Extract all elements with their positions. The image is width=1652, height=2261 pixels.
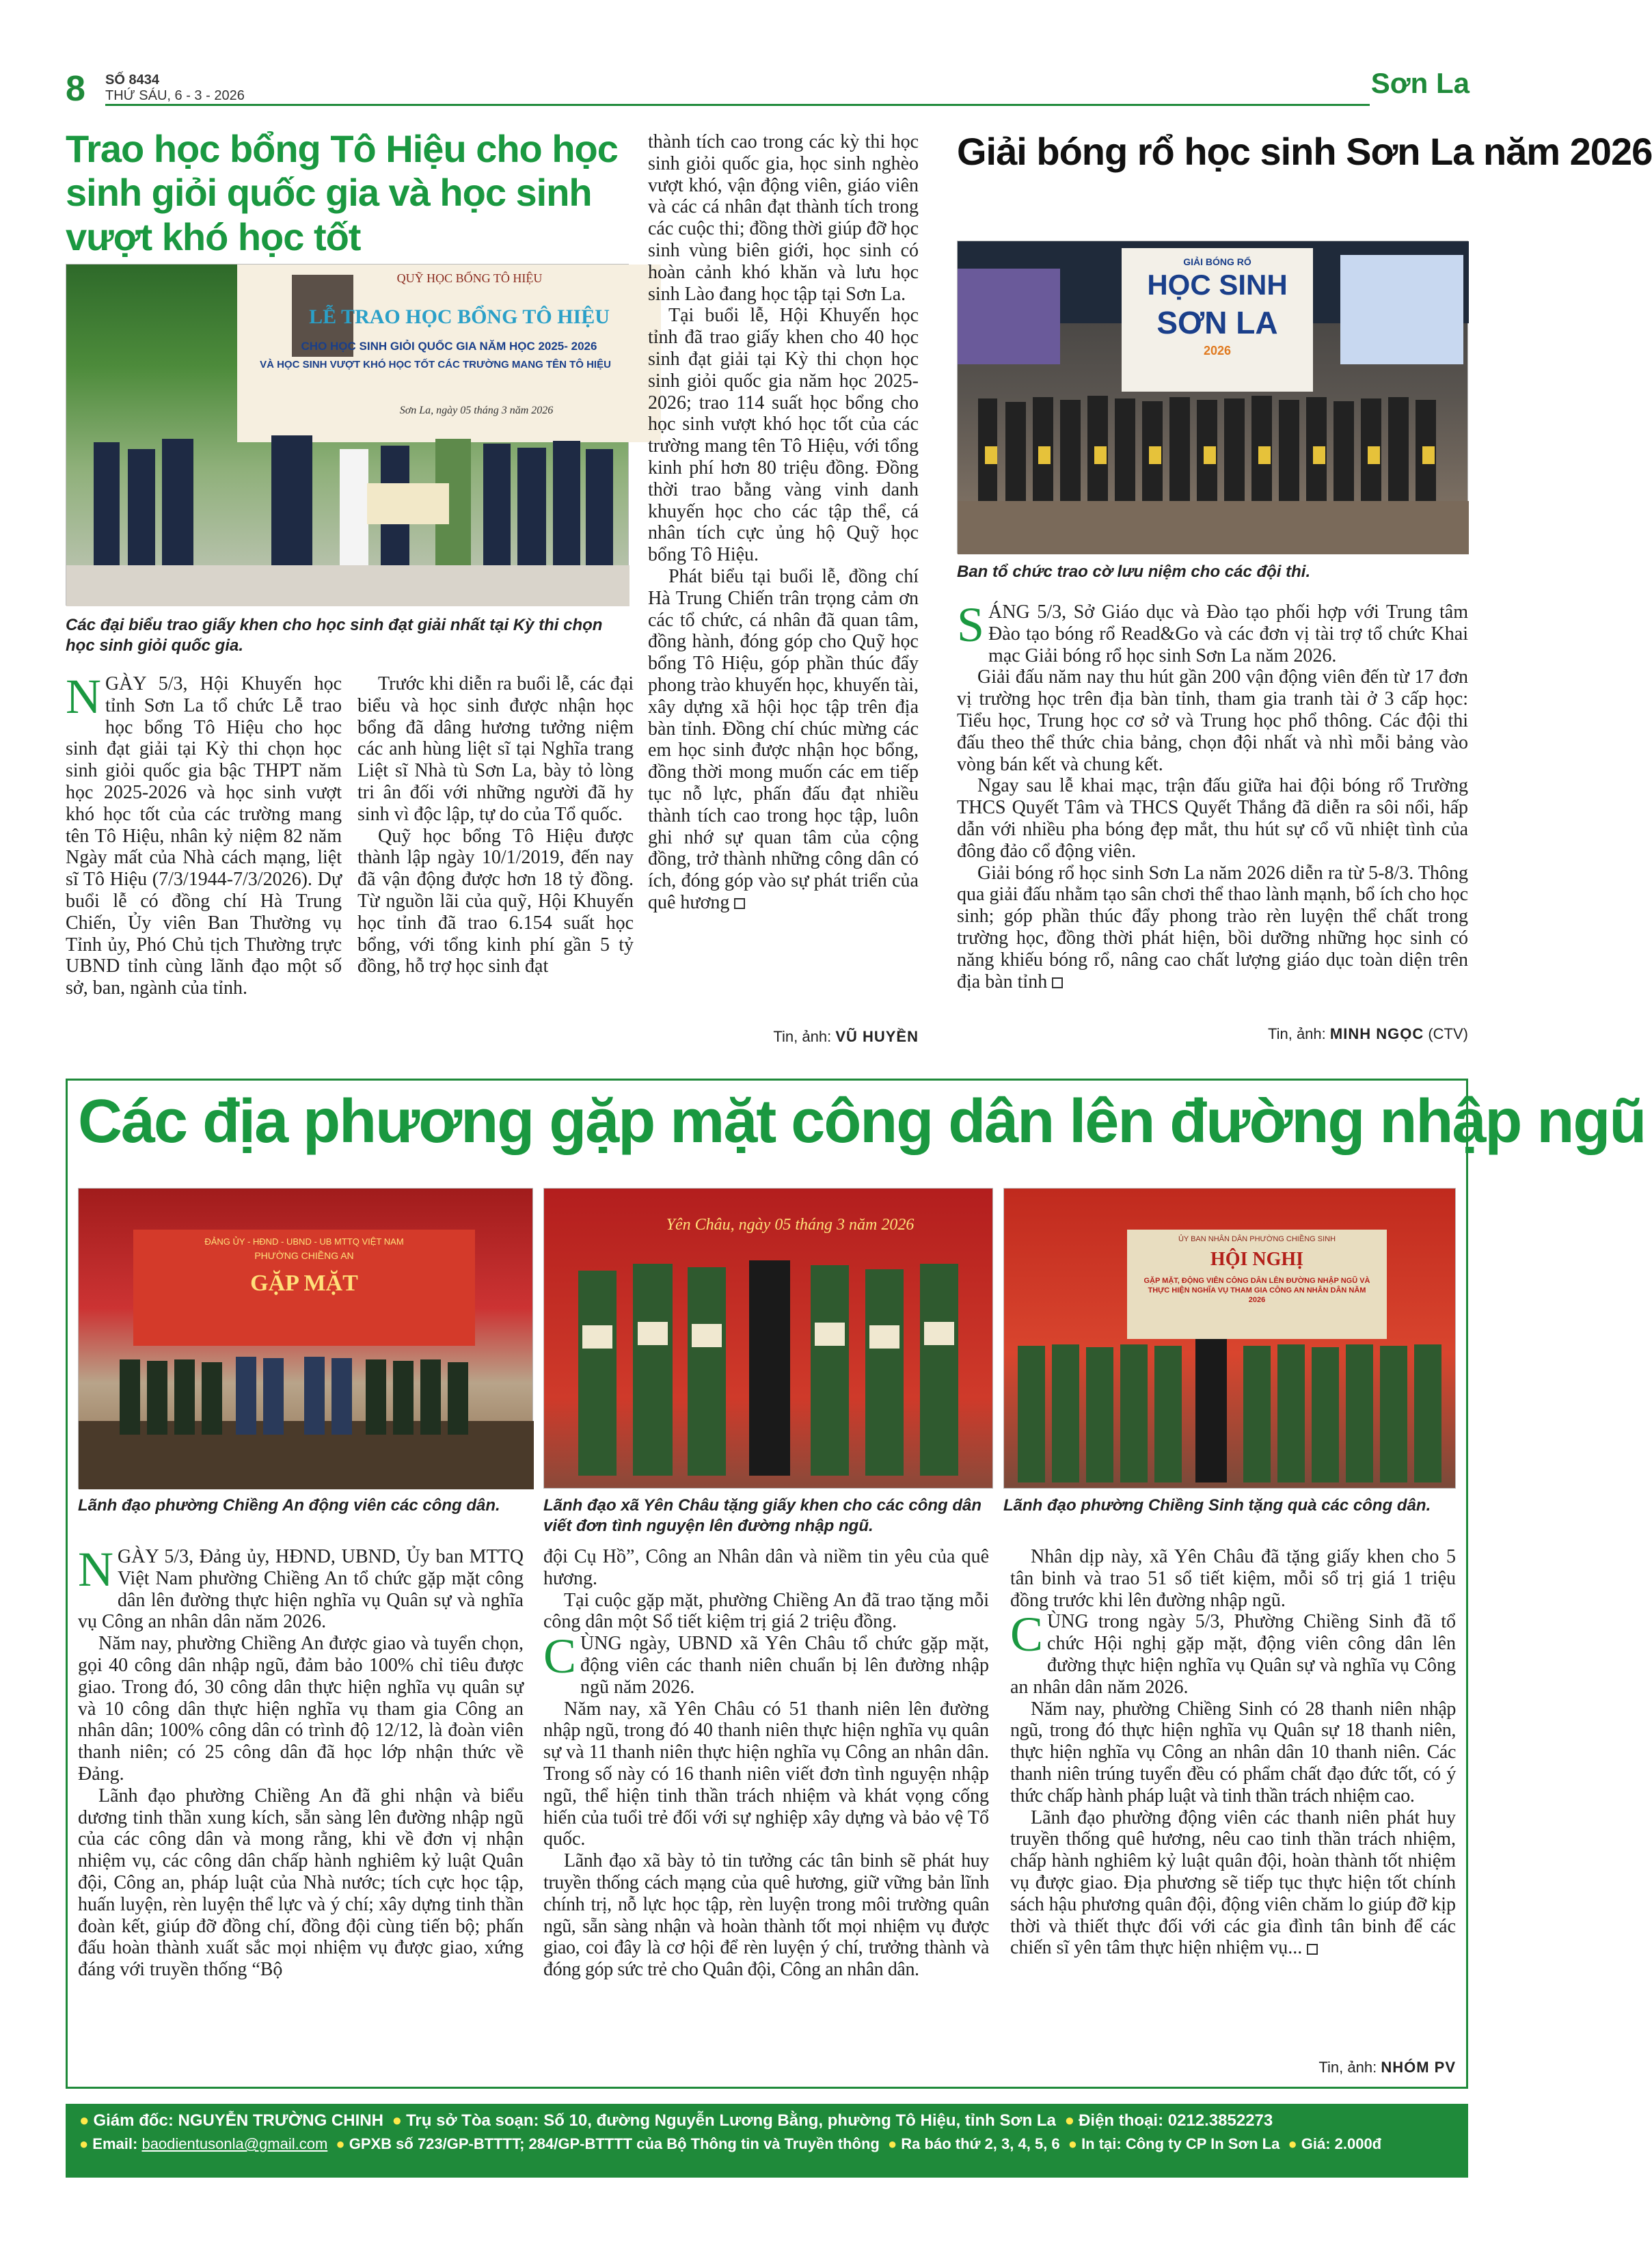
article-1-col-2 xyxy=(357,673,634,977)
photo-banner-line1: Yên Châu, ngày 05 tháng 3 năm 2026 xyxy=(666,1216,915,1234)
footer-row-1 xyxy=(75,2109,1459,2133)
paragraph: Tại buổi lễ, Hội Khuyến học tỉnh đã trao giấy khen cho 40 học sinh đạt giải tại Kỳ thi chọn học sinh giỏi quốc gia năm học 2025-2026; trao 114 suất học bổng cho học sinh vượt khó học tốt của các trường mang tên Tô Hiệu, với tổng kinh phí hơn 80 triệu đồng. Đồng thời trao bằng vàng vinh danh khuyến học cho các tập thể, cá nhân tích cực ủng hộ Quỹ học bổng Tô Hiệu. xyxy=(648,305,919,566)
footer-phone-label: Điện thoại: xyxy=(1079,2111,1164,2130)
article-3-caption-2: Lãnh đạo xã Yên Châu tặng giấy khen cho các công dân viết đơn tình nguyện lên đường nhập ngũ. xyxy=(543,1496,982,1535)
footer-office: Số 10, đường Nguyễn Lương Bằng, phường Tô Hiệu, tỉnh Sơn La xyxy=(543,2111,1056,2130)
photo-banner-main: HỘI NGHỊ xyxy=(1210,1249,1304,1270)
paragraph xyxy=(957,863,1468,993)
paragraph: Giải đấu năm nay thu hút gần 200 vận động viên đến từ 17 đơn vị trường học trên địa bàn tỉnh, tham gia tranh tài ở 3 cấp học: Tiểu học, Trung học cơ sở và Trung học phổ thông. Các đội thi đấu theo thể thức chia bảng, chọn đội nhất và nhì mỗi bảng vào vòng bán kết và chung kết. xyxy=(957,666,1468,775)
photo-banner-line2: PHƯỜNG CHIỀNG AN xyxy=(254,1250,354,1261)
paragraph: Năm nay, phường Chiềng An được giao và tuyển chọn, gọi 40 công dân nhập ngũ, đảm bảo 100% chỉ tiêu được giao. Trong đó, 30 công dân thực hiện nghĩa vụ quân sự và 10 công dân thực hiện nghĩa vụ tham gia Công an nhân dân; 100% công dân có trình độ 12/12, là đoàn viên thanh niên; có 25 công dân đã học lớp nhận thức về Đảng. xyxy=(78,1633,524,1785)
article-2-credit xyxy=(957,1025,1468,1043)
header-rule xyxy=(105,104,1370,106)
paragraph: Năm nay, phường Chiềng Sinh có 28 thanh niên nhập ngũ, trong đó thực hiện nghĩa vụ Quân sự 18 thanh niên, thực hiện nghĩa vụ Công an nhân dân 10 thanh niên. Các thanh niên trúng tuyển đều có phẩm chất đạo đức tốt, có ý thức chấp hành pháp luật và tinh thần trách nhiệm cao. xyxy=(1010,1698,1456,1806)
article-1-photo xyxy=(66,264,629,606)
meeting-scene xyxy=(79,1189,534,1489)
photo-banner-line2: HỌC SINH xyxy=(1147,269,1288,301)
paragraph: Ngay sau lễ khai mạc, trận đấu giữa hai đội bóng rổ Trường THCS Quyết Tâm và THCS Quyết Thắng đã diễn ra sôi nổi, hấp dẫn với nhiều pha bóng đẹp mắt, thu hút sự cổ vũ nhiệt tình của đông đảo cổ động viên. xyxy=(957,775,1468,862)
article-3-photo-3 xyxy=(1003,1188,1456,1489)
bullet-icon: ● xyxy=(336,2135,345,2152)
article-3-col-1 xyxy=(78,1542,524,1981)
footer-license: GPXB số 723/GP-BTTTT; 284/GP-BTTTT của Bộ Thông tin và Truyền thông xyxy=(349,2135,880,2152)
paragraph-text: Lãnh đạo phường động viên các thanh niên phát huy truyền thống quê hương, nêu cao tinh thần trách nhiệm, chấp hành nghiêm kỷ luật quân đội, hoàn thành tốt nhiệm vụ được giao. Địa phương sẽ tiếp tục thực hiện tốt chính sách hậu phương quân đội, động viên chăm lo giúp đỡ kịp thời và thiết thực đối với các gia đình tân binh để các chiến sĩ yên tâm thực hiện nhiệm vụ... xyxy=(1010,1806,1456,1959)
footer xyxy=(66,2104,1468,2178)
article-3-credit xyxy=(1010,2059,1456,2076)
paragraph-text: Giải bóng rổ học sinh Sơn La năm 2026 diễn ra từ 5-8/3. Thông qua giải đấu nhằm tạo sân chơi thể thao lành mạnh, bổ ích cho học sinh; góp phần thúc đẩy phong trào rèn luyện thể chất trong trường học, đồng thời phát hiện, bồi dưỡng những học sinh có năng khiếu bóng rổ, nâng cao chất lượng giáo dục toàn diện trên địa bàn tỉnh xyxy=(957,862,1468,992)
footer-phone: 0212.3852273 xyxy=(1167,2111,1273,2130)
paragraph: ÙNG trong ngày 5/3, Phường Chiềng Sinh đã tổ chức Hội nghị gặp mặt, động viên công dân lên đường thực hiện nghĩa vụ Quân sự và nghĩa vụ Công an nhân dân năm 2026. xyxy=(1010,1611,1456,1698)
bullet-icon: ● xyxy=(888,2135,897,2152)
article-1-col-1 xyxy=(66,669,342,999)
paragraph: thành tích cao trong các kỳ thi học sinh giỏi quốc gia, học sinh nghèo vượt khó, vận động viên, giáo viên và các cá nhân đạt thành tích trong các cuộc thi; đồng thời giúp đỡ học sinh vùng biên giới, học sinh có hoàn cảnh khó khăn và lưu học sinh Lào đang học tập tại Sơn La. xyxy=(648,131,919,305)
photo-banner-main: GẶP MẶT xyxy=(250,1271,358,1296)
photo-banner-line1: ĐẢNG ỦY - HĐND - UBND - UB MTTQ VIỆT NAM xyxy=(204,1236,404,1247)
bullet-icon: ● xyxy=(392,2111,403,2130)
issue-number: SỐ 8434 xyxy=(105,72,159,87)
photo-banner-date: Sơn La, ngày 05 tháng 3 năm 2026 xyxy=(399,405,554,416)
article-3-col-2 xyxy=(543,1546,989,1981)
credit-label: Tin, ảnh: xyxy=(1318,2059,1377,2076)
photo-banner-sub1: CHO HỌC SINH GIỎI QUỐC GIA NĂM HỌC 2025- 2026 xyxy=(301,340,597,353)
footer-email-link[interactable]: baodientusonla@gmail.com xyxy=(141,2135,328,2152)
paragraph: GÀY 5/3, Đảng ủy, HĐND, UBND, Ủy ban MTTQ Việt Nam phường Chiềng An tổ chức gặp mặt công dân lên đường thực hiện nghĩa vụ Quân sự và nghĩa vụ Công an nhân dân năm 2026. xyxy=(78,1546,524,1633)
section-name: Sơn La xyxy=(1370,67,1470,99)
article-1-credit xyxy=(648,1028,919,1046)
issue-date: THỨ SÁU, 6 - 3 - 2026 xyxy=(105,88,245,103)
article-2-caption: Ban tổ chức trao cờ lưu niệm cho các đội thi. xyxy=(957,563,1311,581)
article-3-col-3 xyxy=(1010,1546,1456,1959)
photo-banner-main: LỄ TRAO HỌC BỔNG TÔ HIỆU xyxy=(309,306,610,328)
paragraph-text: Phát biểu tại buổi lễ, đồng chí Hà Trung Chiến trân trọng cảm ơn các tổ chức, cá nhân đã quan tâm, đồng hành, đóng góp cho Quỹ học bổng Tô Hiệu, góp phần thúc đẩy phong trào khuyến học, khuyến tài, xây dựng xã hội học tập trên địa bàn tỉnh. Đồng chí chúc mừng các em học sinh được nhận học bổng, đồng thời mong muốn các em tiếp tục nỗ lực, phấn đấu đạt nhiều thành tích cao trong học tập, luôn ghi nhớ sự quan tâm của cộng đồng, trở thành những công dân có ích, đóng góp vào sự phát triển của quê hương xyxy=(648,565,919,913)
end-mark-icon xyxy=(1307,1944,1318,1955)
drop-cap: N xyxy=(78,1542,113,1597)
paragraph xyxy=(1010,1807,1456,1960)
footer-email-label: Email: xyxy=(92,2135,138,2152)
article-2-title: Giải bóng rổ học sinh Sơn La năm 2026 xyxy=(957,130,1652,173)
article-3-caption-3: Lãnh đạo phường Chiềng Sinh tặng quà các công dân. xyxy=(1003,1496,1431,1515)
photo-banner-line3: SƠN LA xyxy=(1156,305,1278,340)
credit-name: VŨ HUYỀN xyxy=(835,1028,919,1045)
end-mark-icon xyxy=(1052,977,1063,988)
photo-banner-line1: ỦY BAN NHÂN DÂN PHƯỜNG CHIỀNG SINH xyxy=(1178,1235,1336,1243)
paragraph xyxy=(648,566,919,914)
credit-label: Tin, ảnh: xyxy=(773,1028,832,1045)
credit-label: Tin, ảnh: xyxy=(1267,1025,1326,1042)
footer-price: Giá: 2.000đ xyxy=(1301,2135,1382,2152)
paragraph: Lãnh đạo xã bày tỏ tin tưởng các tân binh sẽ phát huy truyền thống cách mạng của quê hương, giữ vững bản lĩnh chính trị, nỗ lực học tập, rèn luyện trong môi trường quân ngũ, sẵn sàng nhận và hoàn thành tốt mọi nhiệm vụ được giao, coi đây là cơ hội để rèn luyện ý chí, trưởng thành và đóng góp sức trẻ cho Quân đội, Công an nhân dân. xyxy=(543,1850,989,1981)
drop-cap: C xyxy=(1010,1607,1044,1662)
article-3-title: Các địa phương gặp mặt công dân lên đường nhập ngũ xyxy=(78,1087,1646,1156)
article-3-caption-1: Lãnh đạo phường Chiềng An động viên các công dân. xyxy=(78,1496,500,1515)
end-mark-icon xyxy=(734,898,745,909)
photo-banner-sub: GẶP MẶT, ĐỘNG VIÊN CÔNG DÂN LÊN ĐƯỜNG NHẬP NGŨ VÀ THỰC HIỆN NGHĨA VỤ THAM GIA CÔNG AN NHÂN DÂN NĂM 2026 xyxy=(1143,1277,1370,1304)
photo-banner-line1: GIẢI BÓNG RỔ xyxy=(1183,256,1251,267)
article-1-title: Trao học bổng Tô Hiệu cho học sinh giỏi quốc gia và học sinh vượt khó học tốt xyxy=(66,127,618,258)
drop-cap: N xyxy=(66,669,101,724)
article-2-body xyxy=(957,597,1468,992)
article-3-photo-2 xyxy=(543,1188,993,1489)
drop-cap: S xyxy=(957,597,985,652)
credit-name: MINH NGỌC xyxy=(1329,1025,1424,1042)
bullet-icon: ● xyxy=(79,2135,89,2152)
paragraph: Trước khi diễn ra buổi lễ, các đại biểu và học sinh được nhận học bổng đã dâng hương tưởng niệm các anh hùng liệt sĩ tại Nghĩa trang Liệt sĩ Nhà tù Sơn La, bày tỏ lòng tri ân đối với những người đã hy sinh vì độc lập, tự do của Tổ quốc. xyxy=(357,673,634,825)
article-1-col-3 xyxy=(648,131,919,914)
article-3-photo-1 xyxy=(78,1188,533,1489)
paragraph: Nhân dịp này, xã Yên Châu đã tặng giấy khen cho 5 tân binh và trao 51 sổ tiết kiệm, mỗi sổ trị giá 1 triệu đồng trước khi lên đường nhập ngũ. xyxy=(1010,1546,1456,1611)
paragraph: ÙNG ngày, UBND xã Yên Châu tổ chức gặp mặt, động viên các thanh niên chuẩn bị lên đường nhập ngũ năm 2026. xyxy=(580,1633,989,1698)
footer-row-2 xyxy=(75,2133,1459,2156)
photo-banner-sub2: VÀ HỌC SINH VƯỢT KHÓ HỌC TỐT CÁC TRƯỜNG MANG TÊN TÔ HIỆU xyxy=(260,359,611,370)
article-2-photo xyxy=(957,241,1468,554)
credit-name: NHÓM PV xyxy=(1381,2059,1456,2076)
paragraph: Tại cuộc gặp mặt, phường Chiềng An đã trao tặng mỗi công dân một Sổ tiết kiệm trị giá 2 triệu đồng. xyxy=(543,1589,989,1633)
gift-scene xyxy=(1004,1189,1457,1489)
photo-banner-top: QUỸ HỌC BỔNG TÔ HIỆU xyxy=(396,271,543,285)
bullet-icon: ● xyxy=(1068,2135,1078,2152)
footer-director: NGUYỄN TRƯỜNG CHINH xyxy=(178,2111,383,2130)
paragraph: Quỹ học bổng Tô Hiệu được thành lập ngày 10/1/2019, đến nay đã vận động được hơn 18 tỷ đồng. Từ nguồn lãi của quỹ, Hội Khuyến học tỉnh đã trao 6.154 suất học bổng, với tổng kinh phí gần 5 tỷ đồng, hỗ trợ học sinh đạt xyxy=(357,825,634,977)
drop-cap: C xyxy=(543,1629,577,1684)
paragraph: ÁNG 5/3, Sở Giáo dục và Đào tạo phối hợp với Trung tâm Đào tạo bóng rổ Read&Go và các đơn vị tài trợ tổ chức Khai mạc Giải bóng rổ học sinh Sơn La năm 2026. xyxy=(988,601,1468,666)
footer-printer: In tại: Công ty CP In Sơn La xyxy=(1081,2135,1280,2152)
photo-banner-year: 2026 xyxy=(1203,344,1232,357)
paragraph: GÀY 5/3, Hội Khuyến học tỉnh Sơn La tổ chức Lễ trao học bổng Tô Hiệu cho học sinh đạt giải tại Kỳ thi chọn học sinh giỏi quốc gia bậc THPT năm học 2025-2026 và học sinh vượt khó học tốt của các trường mang tên Tô Hiệu, nhân kỷ niệm 82 năm Ngày mất của Nhà cách mạng, liệt sĩ Tô Hiệu (7/3/1944-7/3/2026). Dự buổi lễ có đồng chí Hà Trung Chiến, Ủy viên Ban Thường vụ Tỉnh ủy, Phó Chủ tịch Thường trực UBND tỉnh cùng lãnh đạo một số sở, ban, ngành của tỉnh. xyxy=(66,673,342,999)
page-number: 8 xyxy=(66,69,85,109)
bullet-icon: ● xyxy=(1288,2135,1297,2152)
bullet-icon: ● xyxy=(79,2111,90,2130)
credit-suffix: (CTV) xyxy=(1428,1025,1468,1042)
footer-office-label: Trụ sở Tòa soạn: xyxy=(406,2111,539,2130)
article-1-caption: Các đại biểu trao giấy khen cho học sinh đạt giải nhất tại Kỳ thi chọn học sinh giỏi quốc gia. xyxy=(66,616,603,655)
paragraph: Năm nay, xã Yên Châu có 51 thanh niên lên đường nhập ngũ, trong đó 40 thanh niên thực hiện nghĩa vụ quân sự và 11 thanh niên thực hiện nghĩa vụ Công an nhân dân. Trong số này có 16 thanh niên viết đơn tình nguyện nhập ngũ, thể hiện tinh thần trách nhiệm và khát vọng cống hiến của tuổi trẻ đối với sự nghiệp xây dựng và bảo vệ Tổ quốc. xyxy=(543,1698,989,1850)
footer-director-label: Giám đốc: xyxy=(93,2111,174,2130)
footer-schedule: Ra báo thứ 2, 3, 4, 5, 6 xyxy=(901,2135,1060,2152)
bullet-icon: ● xyxy=(1064,2111,1075,2130)
paragraph: Lãnh đạo phường Chiềng An đã ghi nhận và biểu dương tinh thần xung kích, sẵn sàng lên đường nhập ngũ của các công dân và mong rằng, khi về đơn vị nhận nhiệm vụ, các công dân chấp hành nghiêm kỷ luật Quân đội, Công an, pháp luật của Nhà nước; tích cực học tập, huấn luyện, rèn luyện thể lực và ý chí; xây dựng tinh thần đoàn kết, giúp đỡ đồng chí, đồng đội cùng tiến bộ; phấn đấu hoàn thành xuất sắc mọi nhiệm vụ được giao, xứng đáng với truyền thống “Bộ xyxy=(78,1785,524,1981)
paragraph: đội Cụ Hồ”, Công an Nhân dân và niềm tin yêu của quê hương. xyxy=(543,1546,989,1589)
